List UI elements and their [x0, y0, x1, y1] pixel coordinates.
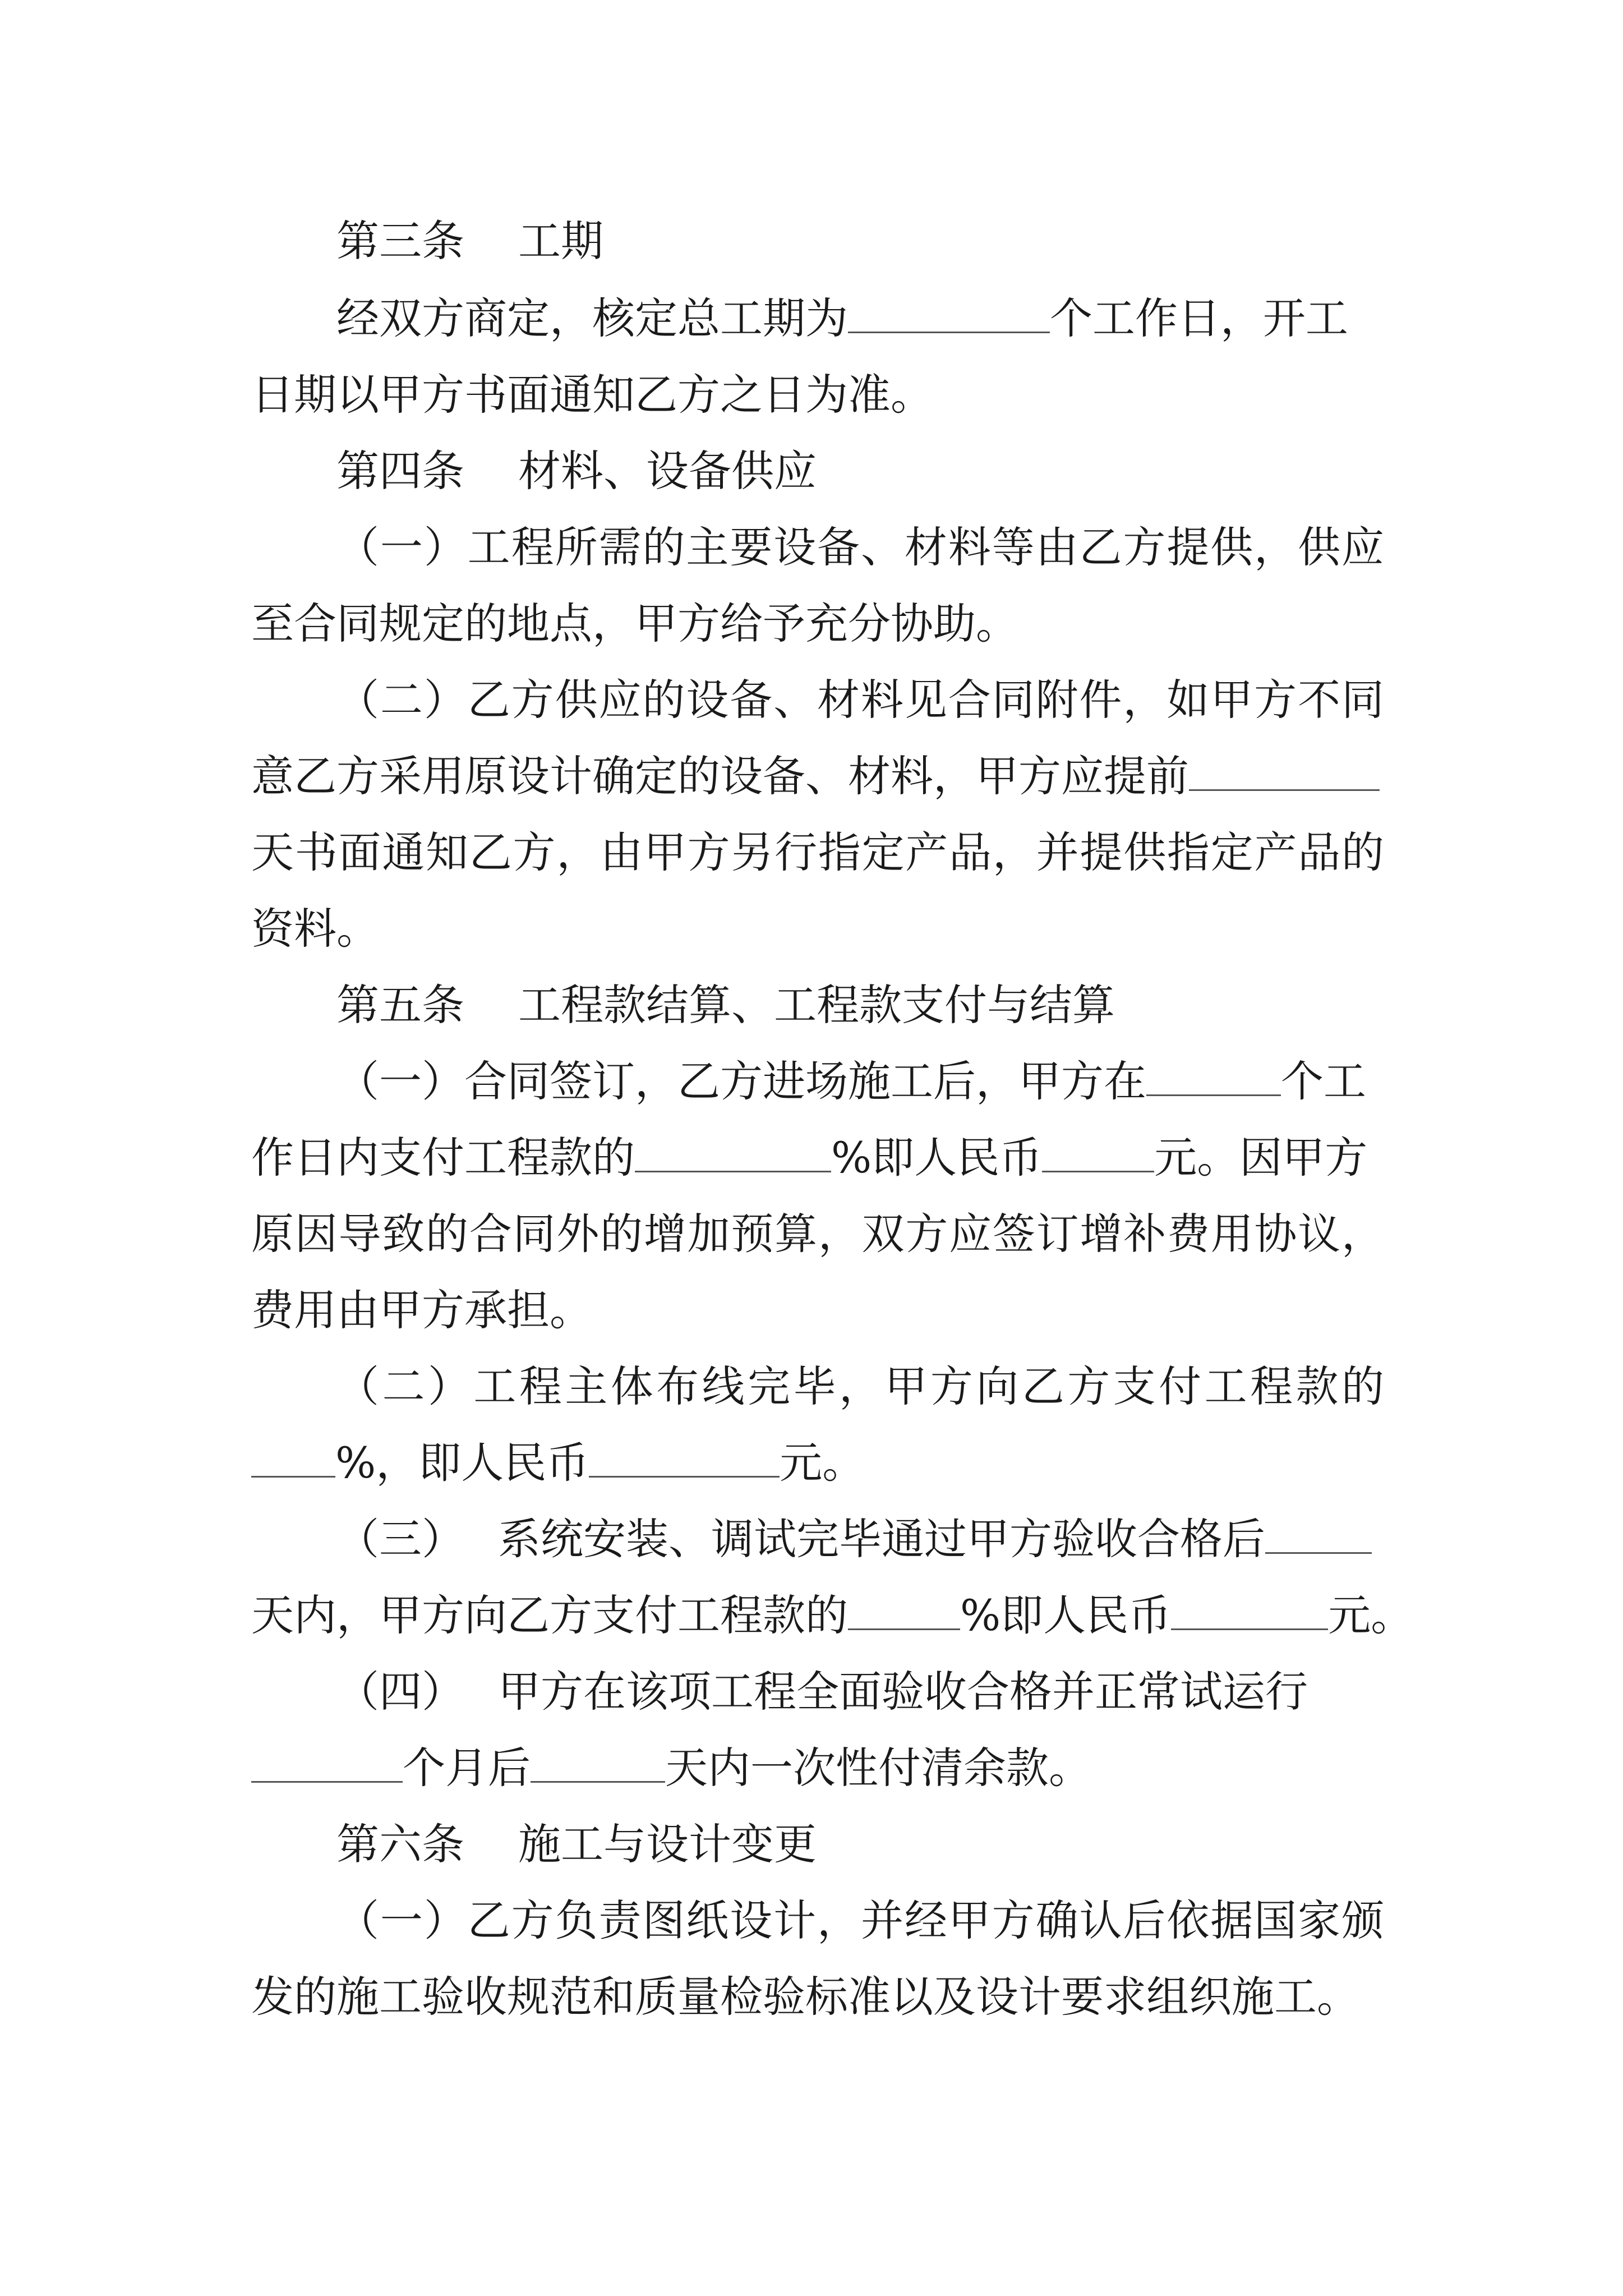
- paragraph-line: [251, 1958, 1384, 2036]
- text-segment: 天内，甲方向乙方支付工程款的: [251, 1590, 848, 1640]
- fill-in-blank: [251, 1746, 403, 1783]
- article-5-heading: [336, 966, 1384, 1045]
- paragraph-line: [251, 585, 1384, 663]
- text-segment: 原因导致的合同外的增加预算，双方应签订增补费用协议，: [251, 1209, 1384, 1259]
- fill-in-blank: [531, 1746, 665, 1783]
- text-segment: 元。: [780, 1438, 865, 1488]
- fill-in-blank: [1171, 1594, 1328, 1630]
- fill-in-blank: [589, 1441, 780, 1478]
- article-title: 工程款结算、工程款支付与结算: [518, 980, 1115, 1030]
- text-segment: （四）: [336, 1667, 464, 1717]
- paragraph-line: [336, 1042, 1384, 1121]
- paragraph-line: [251, 813, 1384, 892]
- text-segment: 意乙方采用原设计确定的设备、材料，甲方应提前: [251, 751, 1189, 801]
- paragraph-line: [251, 737, 1384, 816]
- paragraph-line: [336, 508, 1384, 587]
- article-6-heading: [336, 1805, 1384, 1884]
- text-segment: 个工作日，开工: [1050, 293, 1348, 343]
- article-number: 第六条: [336, 1819, 464, 1869]
- text-segment: 费用由甲方承担。: [251, 1285, 592, 1335]
- text-segment: （一）合同签订，乙方进场施工后，甲方在: [336, 1056, 1146, 1106]
- text-segment: 元。因甲方: [1154, 1133, 1368, 1182]
- text-segment: %即人民币: [831, 1133, 1043, 1182]
- fill-in-blank: [1189, 754, 1380, 791]
- fill-in-blank: [1042, 1136, 1154, 1172]
- paragraph-line: [336, 1881, 1384, 1960]
- text-segment: 个月后: [403, 1743, 531, 1793]
- text-segment: （二）乙方供应的设备、材料见合同附件，如甲方不同: [336, 675, 1384, 725]
- text-segment: %即人民币: [960, 1590, 1172, 1640]
- text-segment: （一）工程所需的主要设备、材料等由乙方提供，供应: [336, 522, 1384, 572]
- text-segment: 发的施工验收规范和质量检验标准以及设计要求组织施工。: [251, 1972, 1359, 2022]
- text-segment: %，即人民币: [335, 1438, 589, 1488]
- article-number: 第四条: [336, 446, 464, 496]
- fill-in-blank: [1265, 1517, 1372, 1554]
- text-segment: 经双方商定，核定总工期为: [336, 293, 848, 343]
- paragraph-line: [251, 1271, 1384, 1350]
- paragraph-line: [336, 1500, 1384, 1579]
- paragraph-line: [251, 1424, 1384, 1502]
- article-3-heading: [336, 202, 1384, 280]
- paragraph-line: [251, 1576, 1414, 1655]
- text-segment: 天内一次性付清余款。: [665, 1743, 1091, 1793]
- paragraph-line: [336, 1653, 1384, 1731]
- text-segment: 天书面通知乙方，由甲方另行指定产品，并提供指定产品的: [251, 827, 1384, 877]
- article-title: 施工与设计变更: [518, 1819, 817, 1869]
- paragraph-line: [251, 1195, 1384, 1273]
- text-segment: （二）工程主体布线完毕，甲方向乙方支付工程款的: [336, 1361, 1384, 1411]
- fill-in-blank: [848, 297, 1050, 333]
- paragraph-line: [251, 1119, 1384, 1197]
- paragraph-line: [336, 661, 1384, 739]
- text-segment: 资料。: [251, 904, 379, 954]
- text-segment: 至合同规定的地点，甲方给予充分协助。: [251, 599, 1018, 648]
- text-segment: 元。: [1328, 1590, 1414, 1640]
- fill-in-blank: [848, 1594, 960, 1630]
- paragraph-line: [251, 890, 1384, 968]
- text-segment: 作日内支付工程款的: [251, 1133, 635, 1182]
- text-segment: 日期以甲方书面通知乙方之日为准。: [251, 370, 933, 420]
- text-segment: 系统安装、调试完毕通过甲方验收合格后: [498, 1514, 1265, 1564]
- paragraph-line: [251, 1729, 1384, 1807]
- paragraph-line: [251, 356, 1384, 434]
- text-segment: 甲方在该项工程全面验收合格并正常试运行: [498, 1667, 1308, 1717]
- paragraph-line: [336, 279, 1384, 358]
- article-number: 第三条: [336, 216, 464, 266]
- fill-in-blank: [635, 1136, 831, 1172]
- paragraph-line: [336, 1347, 1384, 1426]
- text-segment: （一）乙方负责图纸设计，并经甲方确认后依据国家颁: [336, 1895, 1384, 1945]
- article-number: 第五条: [336, 980, 464, 1030]
- article-title: 材料、设备供应: [518, 446, 817, 496]
- fill-in-blank: [251, 1441, 335, 1478]
- article-4-heading: [336, 432, 1384, 510]
- fill-in-blank: [1146, 1060, 1281, 1096]
- text-segment: （三）: [336, 1514, 464, 1564]
- text-segment: 个工: [1281, 1056, 1366, 1106]
- article-title: 工期: [518, 216, 603, 266]
